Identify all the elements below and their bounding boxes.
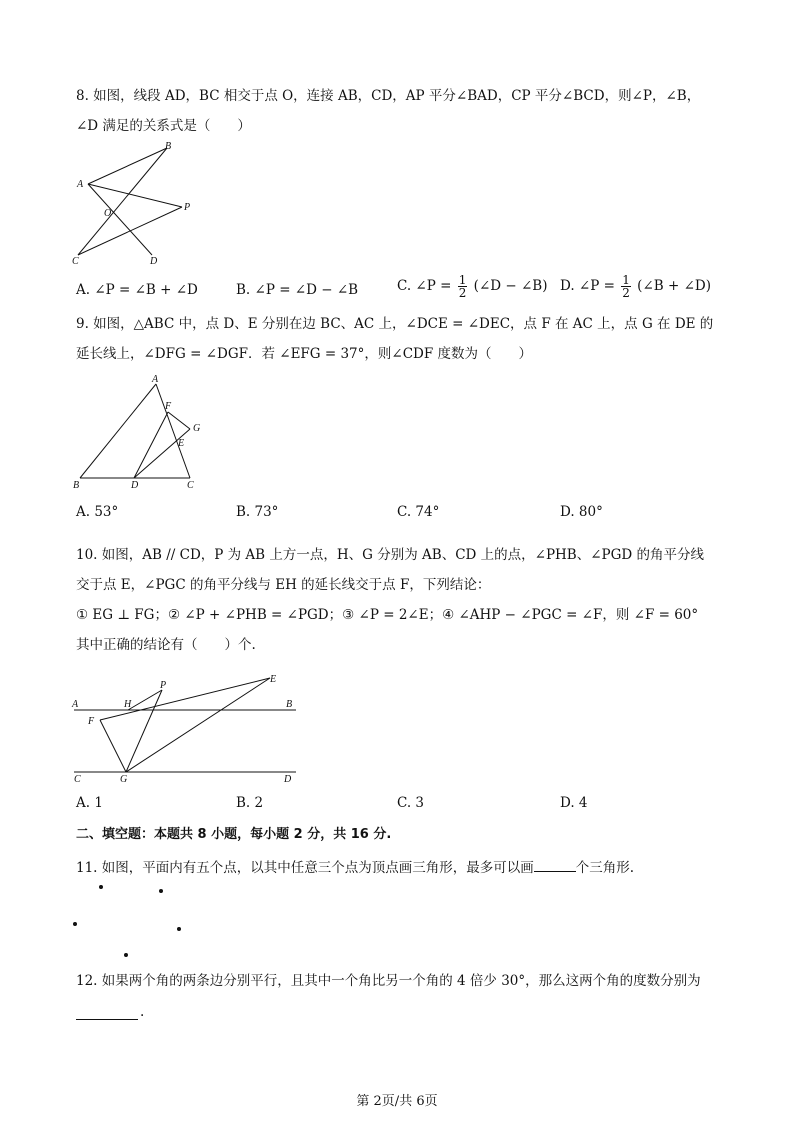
q8-label-B: B: [165, 141, 172, 152]
q8-option-b: B. ∠P = ∠D − ∠B: [236, 282, 359, 298]
q8-option-c-den: 2: [458, 286, 467, 300]
q8-option-c-fraction: [458, 274, 468, 299]
q10-option-d: D. 4: [560, 795, 588, 811]
q12-line2-suffix: .: [140, 1004, 145, 1020]
page-footer: 第 2页/共 6页: [356, 1094, 438, 1109]
q12-line1: 12. 如果两个角的两条边分别平行，且其中一个角比另一个角的 4 倍少 30°，那么这两个角的度数分别为: [76, 973, 701, 989]
q8-option-d-prefix: D. ∠P =: [560, 278, 615, 294]
q11-point: [73, 922, 77, 926]
q8-option-d-num: 1: [622, 273, 630, 287]
q11-text: [76, 857, 634, 878]
q9-option-d: D. 80°: [560, 504, 603, 520]
q11-point: [99, 885, 103, 889]
q12-answer-blank[interactable]: [76, 1018, 138, 1020]
q10-option-c: C. 3: [397, 795, 425, 811]
q8-label-O: O: [104, 208, 112, 219]
q9-option-a: A. 53°: [76, 504, 119, 520]
q11-point: [124, 953, 128, 957]
q10-label-D: D: [284, 774, 292, 785]
q10-label-F: F: [88, 716, 95, 727]
q8-label-A: A: [77, 179, 84, 190]
q10-line3: ① EG ⊥ FG；② ∠P + ∠PHB = ∠PGD；③ ∠P = 2∠E；④ ∠AHP − ∠PGC = ∠F，则 ∠F = 60°: [76, 607, 699, 623]
q8-figure: [70, 140, 200, 265]
q10-label-E: E: [270, 674, 277, 685]
q11-text-after: 个三角形.: [575, 860, 635, 876]
q11-point: [159, 889, 163, 893]
q8-option-d-fraction: [621, 274, 631, 299]
q8-option-d-suffix: (∠B + ∠D): [637, 278, 711, 294]
q10-label-G: G: [120, 774, 128, 785]
q9-label-D: D: [131, 480, 139, 491]
section-2-heading: 二、填空题：本题共 8 小题，每小题 2 分，共 16 分.: [76, 827, 392, 842]
q9-label-G: G: [193, 423, 201, 434]
q8-option-c-prefix: C. ∠P =: [397, 278, 452, 294]
q10-label-H: H: [124, 699, 132, 710]
q10-line1: 10. 如图，AB // CD，P 为 AB 上方一点，H、G 分别为 AB、CD 上的点，∠PHB、∠PGD 的角平分线: [76, 547, 705, 563]
q9-label-E: E: [178, 438, 185, 449]
q10-label-C: C: [74, 774, 81, 785]
q9-label-A: A: [152, 374, 159, 385]
q11-text-before: 11. 如图，平面内有五个点，以其中任意三个点为顶点画三角形，最多可以画: [76, 860, 534, 876]
q8-label-P: P: [184, 202, 191, 213]
q9-option-b: B. 73°: [236, 504, 279, 520]
q8-line1: 8. 如图，线段 AD，BC 相交于点 O，连接 AB，CD，AP 平分∠BAD，CP 平分∠BCD，则∠P，∠B，: [76, 88, 701, 104]
q11-answer-blank[interactable]: [534, 857, 576, 872]
q8-label-C: C: [72, 256, 79, 267]
q10-label-A: A: [72, 699, 79, 710]
q10-figure: [70, 670, 310, 785]
q10-line2: 交于点 E，∠PGC 的角平分线与 EH 的延长线交于点 F，下列结论：: [76, 577, 491, 593]
q10-label-P: P: [160, 680, 167, 691]
q8-option-d-den: 2: [622, 286, 630, 300]
q10-line4: 其中正确的结论有（ ）个.: [76, 637, 256, 653]
q8-option-a: A. ∠P = ∠B + ∠D: [76, 282, 198, 298]
q9-option-c: C. 74°: [397, 504, 440, 520]
q10-label-B: B: [286, 699, 293, 710]
q9-label-C: C: [187, 480, 194, 491]
q8-option-c: [397, 274, 547, 299]
q9-label-B: B: [73, 480, 80, 491]
q10-option-a: A. 1: [76, 795, 103, 811]
q9-line2: 延长线上，∠DFG = ∠DGF．若 ∠EFG = 37°，则∠CDF 度数为（ ）: [76, 346, 533, 362]
q11-point: [177, 927, 181, 931]
q8-option-c-num: 1: [458, 273, 467, 287]
q9-label-F: F: [165, 401, 172, 412]
q8-option-d: [560, 274, 711, 299]
q8-option-c-suffix: (∠D − ∠B): [473, 278, 548, 294]
q8-label-D: D: [150, 256, 158, 267]
q10-option-b: B. 2: [236, 795, 264, 811]
q9-figure: [70, 372, 210, 492]
q9-line1: 9. 如图，△ABC 中，点 D、E 分别在边 BC、AC 上，∠DCE = ∠DEC，点 F 在 AC 上，点 G 在 DE 的: [76, 316, 714, 332]
q8-line2: ∠D 满足的关系式是（ ）: [76, 118, 251, 134]
